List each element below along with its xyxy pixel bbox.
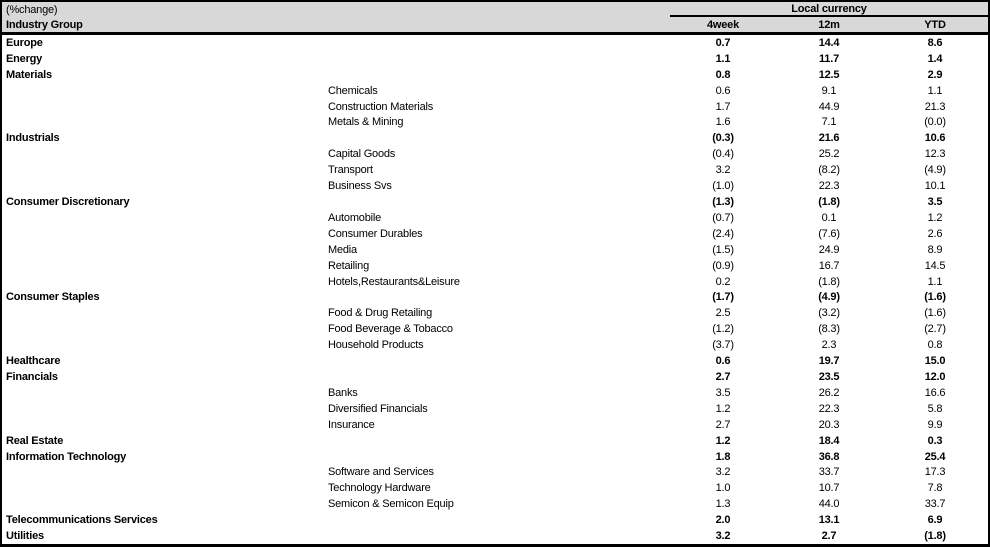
value-cell-12m: 44.9 [818,100,840,113]
sub-industry-name: Diversified Financials [328,402,428,415]
value-cell-12m: 24.9 [818,243,840,256]
table-row [2,385,988,401]
value-cell-4week: 1.1 [715,52,731,65]
industry-group-name: Financials [6,370,58,383]
table-row [2,369,988,385]
value-cell-12m: 11.7 [818,52,839,65]
table-row [2,162,988,178]
value-cell-4week: 1.2 [715,402,731,415]
table-row [2,449,988,465]
industry-group-name: Energy [6,52,43,65]
value-cell-ytd: 2.6 [927,227,943,240]
value-cell-12m: (8.3) [818,323,840,336]
sub-industry-name: Insurance [328,418,375,431]
value-cell-12m: (3.2) [818,307,840,320]
sub-industry-name: Banks [328,386,358,399]
value-cell-ytd: 1.1 [927,84,943,97]
value-cell-ytd: 16.6 [924,386,946,399]
value-cell-ytd: (0.0) [924,116,946,129]
sub-industry-name: Media [328,243,357,256]
value-cell-ytd: (1.8) [924,530,946,543]
table-header [2,2,988,35]
value-cell-4week: 0.6 [715,355,731,368]
value-cell-4week: (0.4) [712,148,734,161]
table-row [2,242,988,258]
value-cell-4week: (1.2) [712,323,734,336]
value-cell-4week: 0.8 [715,68,731,81]
value-cell-4week: 1.6 [715,116,731,129]
value-cell-4week: 0.7 [715,36,731,49]
value-cell-ytd: 21.3 [924,100,946,113]
sub-industry-name: Hotels,Restaurants&Leisure [328,275,460,288]
value-cell-12m: 25.2 [818,148,840,161]
table-row [2,274,988,290]
value-cell-ytd: 12.3 [924,148,946,161]
value-cell-4week: (0.3) [712,132,734,145]
currency-group-label: Local currency [791,2,867,15]
value-cell-ytd: 2.9 [927,68,943,81]
value-cell-ytd: (1.6) [924,291,946,304]
table-row [2,51,988,67]
sub-industry-name: Transport [328,164,373,177]
value-cell-ytd: 10.6 [924,132,946,145]
value-cell-12m: 21.6 [818,132,840,145]
column-headers [670,17,988,32]
table-body [2,35,988,544]
value-cell-ytd: 33.7 [924,498,946,511]
sub-industry-name: Capital Goods [328,148,396,161]
table-row [2,480,988,496]
value-cell-12m: (8.2) [818,164,840,177]
value-cell-ytd: 1.4 [927,52,943,65]
table-row [2,130,988,146]
value-cell-ytd: 10.1 [924,180,946,193]
industry-group-name: Real Estate [6,434,64,447]
value-cell-12m: 2.7 [821,530,837,543]
column-header-12m: 12m [818,18,840,31]
value-cell-4week: 1.8 [715,450,731,463]
value-cell-ytd: 17.3 [924,466,946,479]
header-row-currency [2,2,988,17]
industry-group-name: Utilities [6,530,44,543]
value-cell-4week: 1.0 [715,482,731,495]
value-cell-ytd: (1.6) [924,307,946,320]
currency-group [670,2,988,17]
sub-industry-name: Metals & Mining [328,116,404,129]
value-cell-12m: 33.7 [818,466,840,479]
value-cell-4week: 2.5 [715,307,731,320]
value-cell-12m: 0.1 [821,211,837,224]
value-cell-ytd: 1.2 [927,211,943,224]
value-cell-12m: 22.3 [818,402,840,415]
value-cell-ytd: 25.4 [924,450,946,463]
industry-group-name: Consumer Staples [6,291,100,304]
value-cell-12m: 26.2 [818,386,840,399]
value-cell-ytd: (2.7) [924,323,946,336]
table-row [2,146,988,162]
value-cell-12m: (1.8) [818,275,840,288]
value-cell-ytd: 8.9 [927,243,943,256]
table-row [2,305,988,321]
value-cell-12m: (7.6) [818,227,840,240]
sub-industry-name: Consumer Durables [328,227,423,240]
table-row [2,258,988,274]
sub-industry-name: Retailing [328,259,370,272]
value-cell-ytd: 15.0 [924,355,946,368]
value-cell-ytd: 12.0 [924,370,946,383]
table-row [2,115,988,131]
header-row-columns [2,17,988,32]
value-cell-4week: 3.2 [715,530,731,543]
table-row [2,353,988,369]
table-row [2,99,988,115]
value-cell-12m: 19.7 [818,355,840,368]
table-row [2,528,988,544]
table-row [2,321,988,337]
value-cell-12m: 18.4 [818,434,840,447]
table-row [2,290,988,306]
industry-group-name: Europe [6,36,43,49]
sub-industry-name: Software and Services [328,466,434,479]
table-row [2,337,988,353]
value-cell-ytd: 8.6 [927,36,943,49]
sub-industry-name: Business Svs [328,180,392,193]
value-cell-ytd: 1.1 [927,275,943,288]
value-cell-4week: 1.3 [715,498,731,511]
value-cell-4week: 0.6 [715,84,731,97]
value-cell-4week: (1.5) [712,243,734,256]
value-cell-4week: 1.7 [715,100,731,113]
value-cell-12m: 13.1 [818,514,840,527]
industry-group-name: Industrials [6,132,60,145]
value-cell-12m: 9.1 [821,84,837,97]
pct-change-label: (%change) [6,3,58,16]
value-cell-4week: 1.2 [715,434,731,447]
table-row [2,496,988,512]
table-row [2,433,988,449]
value-cell-12m: 7.1 [821,116,837,129]
value-cell-12m: 16.7 [818,259,840,272]
table-row [2,401,988,417]
value-cell-ytd: 9.9 [927,418,943,431]
value-cell-4week: (1.0) [712,180,734,193]
sub-industry-name: Chemicals [328,84,378,97]
value-cell-4week: (1.3) [712,196,734,209]
table-row [2,194,988,210]
table-row [2,226,988,242]
value-cell-4week: (0.7) [712,211,734,224]
value-cell-4week: 0.2 [715,275,731,288]
industry-group-name: Information Technology [6,450,127,463]
column-header-4week: 4week [706,18,740,31]
sub-industry-name: Automobile [328,211,382,224]
value-cell-12m: (1.8) [818,196,840,209]
table-row [2,83,988,99]
sub-industry-name: Food & Drug Retailing [328,307,433,320]
sub-industry-name: Semicon & Semicon Equip [328,498,454,511]
column-header-ytd: YTD [924,18,946,31]
table-row [2,178,988,194]
value-cell-4week: (3.7) [712,339,734,352]
table-row [2,512,988,528]
value-cell-12m: 12.5 [818,68,840,81]
table-row [2,67,988,83]
value-cell-12m: 20.3 [818,418,840,431]
value-cell-4week: 3.5 [715,386,731,399]
value-cell-12m: (4.9) [818,291,840,304]
value-cell-ytd: 3.5 [927,196,943,209]
value-cell-12m: 22.3 [818,180,840,193]
sub-industry-name: Construction Materials [328,100,434,113]
value-cell-ytd: 5.8 [927,402,943,415]
industry-group-name: Healthcare [6,355,61,368]
value-cell-12m: 10.7 [818,482,840,495]
value-cell-4week: (2.4) [712,227,734,240]
table-row [2,210,988,226]
value-cell-12m: 44.0 [818,498,840,511]
table-row [2,35,988,51]
value-cell-4week: 3.2 [715,466,731,479]
value-cell-ytd: 14.5 [924,259,946,272]
industry-group-label: Industry Group [6,18,83,31]
value-cell-4week: (0.9) [712,259,734,272]
industry-group-name: Telecommunications Services [6,514,158,527]
sub-industry-name: Technology Hardware [328,482,431,495]
table-row [2,464,988,480]
value-cell-4week: 3.2 [715,164,731,177]
value-cell-12m: 23.5 [818,370,840,383]
value-cell-4week: 2.7 [715,370,731,383]
sub-industry-name: Food Beverage & Tobacco [328,323,453,336]
value-cell-12m: 2.3 [821,339,837,352]
value-cell-4week: (1.7) [712,291,734,304]
value-cell-12m: 14.4 [818,36,840,49]
sub-industry-name: Household Products [328,339,424,352]
value-cell-ytd: 0.8 [927,339,943,352]
value-cell-ytd: (4.9) [924,164,946,177]
value-cell-4week: 2.0 [715,514,731,527]
industry-group-name: Consumer Discretionary [6,196,130,209]
value-cell-ytd: 0.3 [927,434,943,447]
industry-group-name: Materials [6,68,52,81]
value-cell-12m: 36.8 [818,450,840,463]
value-cell-ytd: 6.9 [927,514,943,527]
table-row [2,417,988,433]
value-cell-4week: 2.7 [715,418,731,431]
value-cell-ytd: 7.8 [927,482,943,495]
